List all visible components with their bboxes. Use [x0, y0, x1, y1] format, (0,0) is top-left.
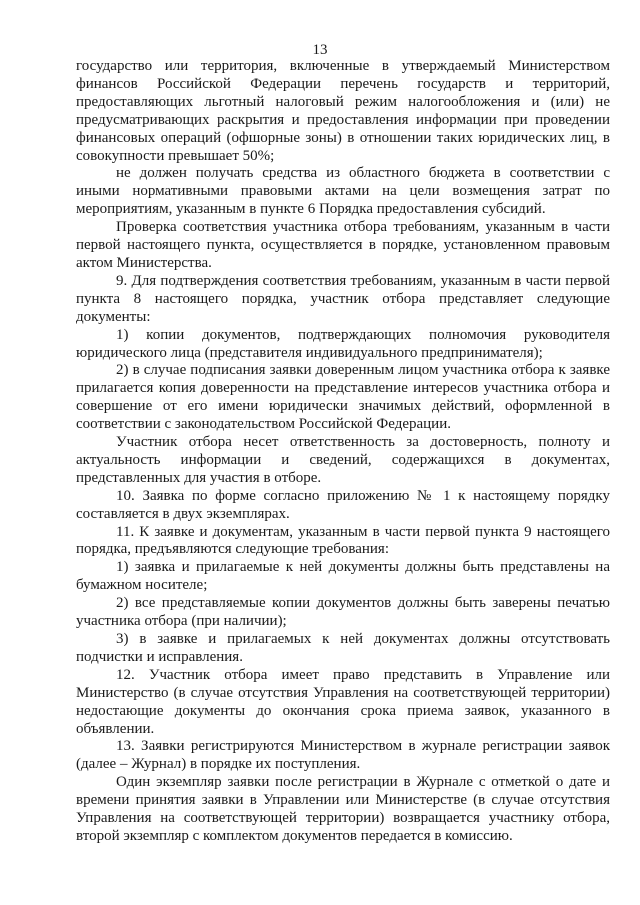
paragraph-responsibility: Участник отбора несет ответственность за достоверность, полноту и актуальность информации и сведений, содержащихся в документах, представленных для участия в отборе.	[76, 434, 610, 486]
paragraph-item-10: 10. Заявка по форме согласно приложению № 1 к настоящему порядку составляется в двух экземплярах.	[76, 487, 610, 522]
paragraph-no-other-funds: не должен получать средства из областного бюджета в соответствии с иными нормативными правовыми актами на цели возмещения затрат по мероприятиям, указанным в пункте 6 Порядка предоставления субсидий.	[76, 165, 610, 218]
paragraph-item-11-sub-2: 2) все представляемые копии документов должны быть заверены печатью участника отбора (при наличии);	[76, 595, 610, 630]
paragraph-item-9: 9. Для подтверждения соответствия требованиям, указанным в части первой пункта 8 настоящего порядка, участник отбора представляет следующие документы:	[76, 272, 610, 325]
paragraph-item-12: 12. Участник отбора имеет право представить в Управление или Министерство (в случае отсутствия Управления на соответствующей территории) недостающие документы до окончания срока приема заявок, указанного в объявлении.	[76, 666, 610, 737]
document-body	[76, 58, 610, 846]
paragraph-item-11-sub-1: 1) заявка и прилагаемые к ней документы должны быть представлены на бумажном носителе;	[76, 559, 610, 594]
paragraph-item-11-sub-3: 3) в заявке и прилагаемых к ней документах должны отсутствовать подчистки и исправления.	[76, 631, 610, 665]
paragraph-item-11: 11. К заявке и документам, указанным в части первой пункта 9 настоящего порядка, предъявляются следующие требования:	[76, 523, 610, 558]
paragraph-item-9-sub-2: 2) в случае подписания заявки доверенным лицом участника отбора к заявке прилагается копия доверенности на представление интересов участника отбора и совершение от его имени юридически значимых действий, оформленной в соответствии с законодательством Российской Федерации.	[76, 362, 610, 433]
paragraph-journal-copy: Один экземпляр заявки после регистрации в Журнале с отметкой о дате и времени принятия заявки в Управлении или Министерстве (в случае отсутствия Управления на соответствующей территории) возвращается участнику отбора, второй экземпляр с комплектом документов передается в комиссию.	[76, 774, 610, 844]
paragraph-compliance-check: Проверка соответствия участника отбора требованиям, указанным в части первой настоящего пункта, осуществляется в порядке, установленном правовым актом Министерства.	[76, 219, 610, 271]
paragraph-item-9-sub-1: 1) копии документов, подтверждающих полномочия руководителя юридического лица (представителя индивидуального предпринимателя);	[76, 326, 610, 361]
page-number: 13	[312, 42, 328, 58]
paragraph-offshore-criterion: государство или территория, включенные в утверждаемый Министерством финансов Российской Федерации перечень государств и территорий, предоставляющих льготный налоговый режим налогообложения и (или) не предусматривающих раскрытия и предоставления информации при проведении финансовых операций (офшорные зоны) в отношении таких юридических лиц, в совокупности превышает 50%;	[76, 58, 610, 164]
paragraph-item-13: 13. Заявки регистрируются Министерством в журнале регистрации заявок (далее – Журнал) в порядке их поступления.	[76, 738, 610, 773]
